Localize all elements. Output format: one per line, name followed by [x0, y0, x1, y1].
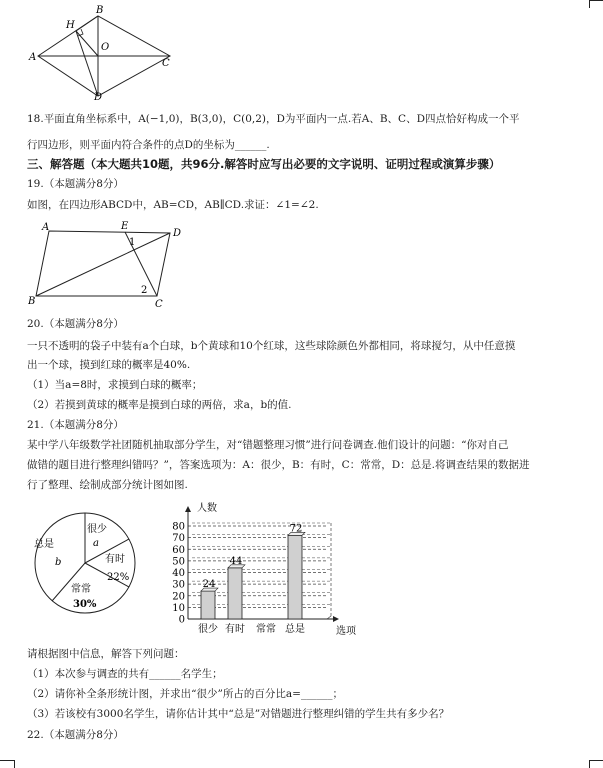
- y-tick-label: 10: [172, 602, 185, 614]
- q18-line2: 行四边形，则平面内符合条件的点D的坐标为______.: [27, 139, 270, 151]
- bar-0: [201, 591, 215, 619]
- label-D: D: [94, 92, 103, 100]
- q21-after: 请根据图中信息，解答下列问题：: [27, 648, 185, 660]
- crop-mark: [0, 760, 14, 761]
- label-C: C: [162, 58, 170, 69]
- crop-mark: [589, 760, 590, 768]
- x-category-label: 有时: [225, 624, 245, 635]
- q21-header: 21.（本题满分8分）: [27, 419, 124, 431]
- crop-mark: [589, 0, 603, 1]
- pie-label-henshao: 很少: [87, 524, 107, 535]
- bar-chart: [165, 500, 365, 640]
- label-H: H: [66, 20, 75, 31]
- pie-value-zongshi: b: [55, 557, 62, 568]
- bar-value-label: 72: [289, 523, 303, 535]
- pie-value-youshi: 22%: [107, 572, 130, 583]
- pie-label-changchang: 常常: [71, 584, 91, 595]
- q19-header: 19.（本题满分8分）: [27, 178, 124, 190]
- label-B: B: [28, 296, 36, 307]
- section3-title: 三、解答题（本大题共10题，共96分.解答时应写出必要的文字说明、证明过程或演算步骤）: [27, 157, 501, 171]
- q20-header: 20.（本题满分8分）: [27, 318, 124, 330]
- q20-part2: （2）若摸到黄球的概率是摸到白球的两倍，求a，b的值.: [27, 399, 292, 411]
- q21-part2: （2）请你补全条形统计图，并求出“很少”所占的百分比a=______；: [27, 688, 343, 700]
- bar-value-label: 24: [202, 579, 216, 591]
- crop-mark: [589, 0, 590, 8]
- rhombus-figure: [28, 4, 178, 100]
- y-tick-label: 30: [172, 579, 185, 591]
- q21-part1: （1）本次参与调查的共有______名学生；: [27, 668, 223, 680]
- q21-line2: 做错的题目进行整理纠错吗？”，答案选项为：A：很少，B：有时，C：常常，D：总是.将调查结果的数据进: [27, 459, 530, 471]
- x-axis-arrow: [333, 616, 339, 622]
- label-D: D: [173, 228, 182, 239]
- q21-line1: 某中学八年级数学社团随机抽取部分学生，对“错题整理习惯”进行问卷调查.他们设计的问题：“你对自己: [27, 439, 509, 451]
- label-O: O: [101, 42, 110, 53]
- q21-part3: （3）若该校有3000名学生，请你估计其中“总是”对错题进行整理纠错的学生共有多少名？: [27, 708, 450, 720]
- y-tick-label: 70: [172, 533, 185, 545]
- bar-value-label: 44: [229, 555, 243, 567]
- label-E: E: [121, 221, 129, 232]
- label-A: A: [29, 52, 37, 63]
- pie-label-youshi: 有时: [105, 554, 125, 565]
- pie-value-henshao: a: [93, 538, 99, 549]
- crop-mark: [14, 760, 15, 768]
- y-tick-label: 0: [178, 614, 185, 626]
- crop-mark: [589, 760, 603, 761]
- label-B: B: [96, 5, 104, 16]
- q20-line2: 出一个球，摸到红球的概率是40%.: [27, 359, 191, 371]
- y-axis-arrow: [185, 506, 191, 512]
- y-axis-label: 人数: [197, 503, 217, 514]
- y-tick-label: 20: [172, 591, 185, 603]
- angle-2-label: 2: [141, 285, 148, 296]
- x-category-label: 总是: [285, 624, 305, 635]
- bar-1: [228, 568, 242, 619]
- x-axis-label: 选项: [336, 626, 356, 637]
- y-tick-label: 40: [172, 568, 185, 579]
- q21-line3: 行了整理、绘制成部分统计图如图.: [27, 479, 188, 491]
- label-A: A: [42, 222, 50, 233]
- x-category-label: 很少: [198, 624, 218, 635]
- q20-line1: 一只不透明的袋子中装有a个白球，b个黄球和10个红球，这些球除颜色外都相同，将球搅匀，从中任意摸: [27, 340, 516, 352]
- q20-part1: （1）当a=8时，求摸到白球的概率；: [27, 379, 203, 391]
- angle-1-label: 1: [129, 237, 136, 248]
- x-category-label: 常常: [256, 624, 276, 635]
- q19-text: 如图，在四边形ABCD中，AB=CD，AB∥CD.求证：∠1=∠2.: [27, 199, 319, 211]
- pie-label-zongshi: 总是: [34, 539, 54, 550]
- label-C: C: [155, 299, 163, 310]
- bar-3: [288, 535, 302, 619]
- q18-line1: 18.平面直角坐标系中，A(−1,0)，B(3,0)，C(0,2)，D为平面内一点.若A、B、C、D四点恰好构成一个平: [27, 113, 520, 125]
- y-tick-label: 60: [172, 544, 185, 556]
- y-tick-label: 80: [172, 521, 185, 533]
- parallelogram-figure: [28, 220, 188, 310]
- pie-chart: [30, 508, 140, 618]
- y-tick-label: 50: [172, 556, 185, 568]
- pie-value-changchang: 30%: [73, 599, 97, 610]
- q22-header: 22.（本题满分8分）: [27, 729, 124, 741]
